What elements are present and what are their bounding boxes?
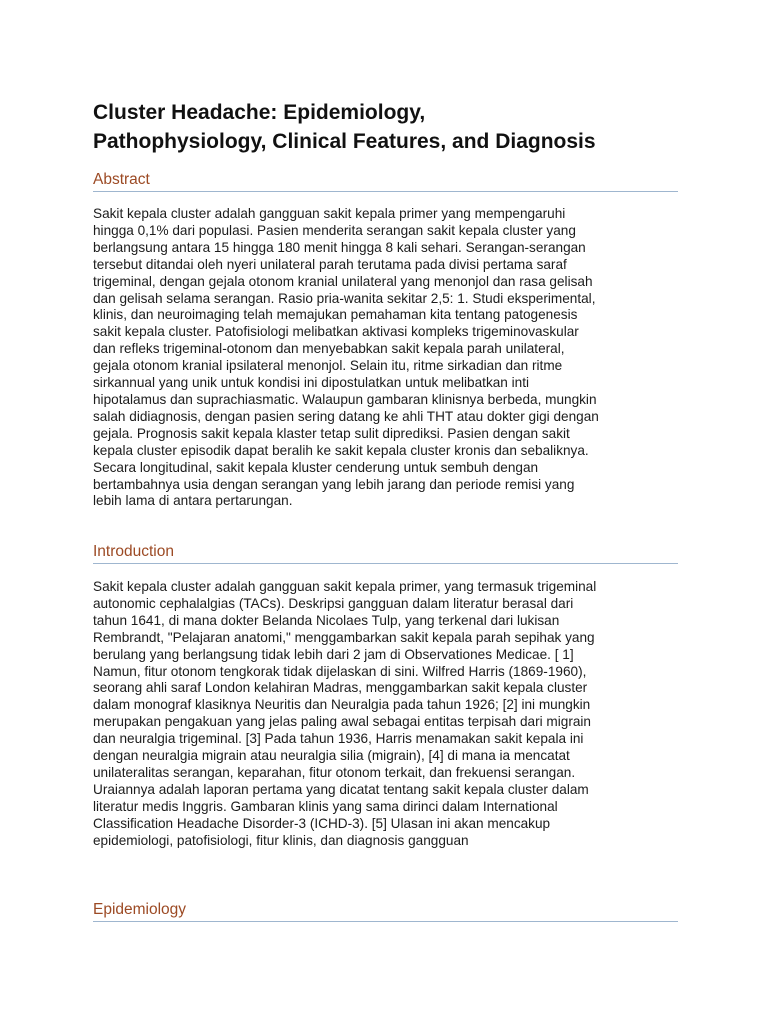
abstract-paragraph: Sakit kepala cluster adalah gangguan sakit kepala primer yang mempengaruhi hingga 0,1% dari populasi. Pasien menderita serangan sakit kepala cluster yang berlangsung antara 15 hingga 180 menit hingga 8 kali sehari. Serangan-serangan tersebut ditandai oleh nyeri unilateral parah terutama pada divisi pertama saraf trigeminal, dengan gejala otonom kranial unilateral yang menonjol dan rasa gelisah dan gelisah selama serangan. Rasio pria-wanita sekitar 2,5: 1. Studi eksperimental, klinis, dan neuroimaging telah memajukan pemahaman kita tentang patogenesis sakit kepala cluster. Patofisiologi melibatkan aktivasi kompleks trigeminovaskular dan refleks trigeminal-otonom dan menyebabkan sakit kepala parah unilateral, gejala otonom kranial ipsilateral menonjol. Selain itu, ritme sirkadian dan ritme sirkannual yang unik untuk kondisi ini dipostulatkan untuk melibatkan inti hipotalamus dan suprachiasmatic. Walaupun gambaran klinisnya berbeda, mungkin salah didiagnosis, dengan pasien sering datang ke ahli THT atau dokter gigi dengan gejala. Prognosis sakit kepala klaster tetap sulit diprediksi. Pasien dengan sakit kepala cluster episodik dapat beralih ke sakit kepala cluster kronis dan sebaliknya. Secara longitudinal, sakit kepala kluster cenderung untuk sembuh dengan bertambahnya usia dengan serangan yang lebih jarang dan periode remisi yang lebih lama di antara pertarungan. bbox=[93, 206, 599, 509]
document-title: Cluster Headache: Epidemiology, Pathophysiology, Clinical Features, and Diagnosis bbox=[93, 101, 596, 153]
section-heading-epidemiology: Epidemiology bbox=[93, 900, 678, 922]
section-heading-abstract: Abstract bbox=[93, 170, 678, 192]
section-heading-introduction: Introduction bbox=[93, 542, 678, 564]
introduction-paragraph: Sakit kepala cluster adalah gangguan sakit kepala primer, yang termasuk trigeminal autonomic cephalalgias (TACs). Deskripsi gangguan dalam literatur berasal dari tahun 1641, di mana dokter Belanda Nicolaes Tulp, yang terkenal dari lukisan Rembrandt, "Pelajaran anatomi," menggambarkan sakit kepala parah sepihak yang berulang yang berlangsung tidak lebih dari 2 jam di Observationes Medicae. [ 1] Namun, fitur otonom tengkorak tidak dijelaskan di sini. Wilfred Harris (1869-1960), seorang ahli saraf London kelahiran Madras, menggambarkan sakit kepala cluster dalam monograf klasiknya Neuritis dan Neuralgia pada tahun 1926; [2] ini mungkin merupakan pengakuan yang jelas paling awal sebagai entitas terpisah dari migrain dan neuralgia trigeminal. [3] Pada tahun 1936, Harris menamakan sakit kepala ini dengan neuralgia migrain atau neuralgia silia (migrain), [4] di mana ia mencatat unilateralitas serangan, keparahan, fitur otonom terkait, dan frekuensi serangan. Uraiannya adalah laporan pertama yang dicatat tentang sakit kepala cluster dalam literatur medis Inggris. Gambaran klinis yang sama dirinci dalam International Classification Headache Disorder-3 (ICHD-3). [5] Ulasan ini akan mencakup epidemiologi, patofisiologi, fitur klinis, dan diagnosis gangguan bbox=[93, 579, 597, 848]
